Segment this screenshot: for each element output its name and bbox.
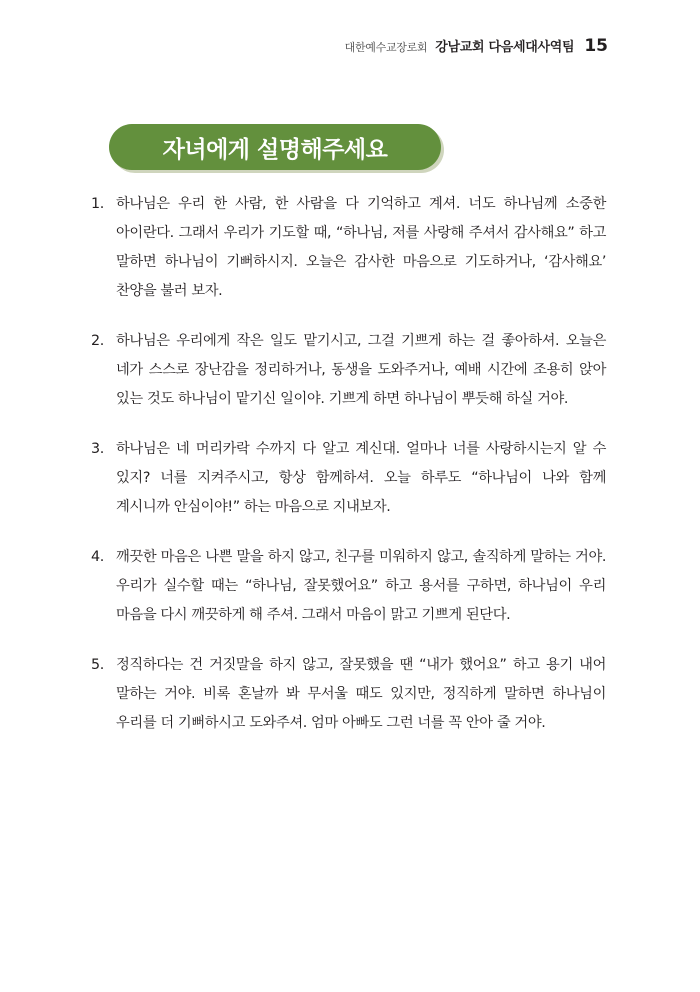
- list-item: [91, 543, 606, 630]
- title-banner: [109, 124, 441, 170]
- list-item: [91, 190, 606, 306]
- item-text: 하나님은 우리 한 사람, 한 사람을 다 기억하고 계셔. 너도 하나님께 소중한 아이란다. 그래서 우리가 기도할 때, “하나님, 저를 사랑해 주셔서 감사해요” 하고 말하면 하나님이 기뻐하시지. 오늘은 감사한 마음으로 기도하거나, ‘감사해요’ 찬양을 불러 보자.: [116, 196, 606, 299]
- page-header: [345, 36, 608, 56]
- item-text: 정직하다는 건 거짓말을 하지 않고, 잘못했을 땐 “내가 했어요” 하고 용기 내어 말하는 거야. 비록 혼날까 봐 무서울 때도 있지만, 정직하게 말하면 하나님이 우리를 더 기뻐하시고 도와주셔. 엄마 아빠도 그런 너를 꼭 안아 줄 거야.: [116, 657, 606, 731]
- item-text: 하나님은 우리에게 작은 일도 맡기시고, 그걸 기쁘게 하는 걸 좋아하셔. 오늘은 네가 스스로 장난감을 정리하거나, 동생을 도와주거나, 예배 시간에 조용히 앉아 있는 것도 하나님이 맡기신 일이야. 기쁘게 하면 하나님이 뿌듯해 하실 거야.: [116, 333, 606, 407]
- item-number: 1.: [91, 196, 104, 212]
- item-text: 하나님은 네 머리카락 수까지 다 알고 계신대. 얼마나 너를 사랑하시는지 알 수 있지? 너를 지켜주시고, 항상 함께하셔. 오늘 하루도 “하나님이 나와 함께 계시니까 안심이야!” 하는 마음으로 지내보자.: [116, 441, 606, 515]
- page-title: 자녀에게 설명해주세요: [162, 136, 388, 163]
- item-text: 깨끗한 마음은 나쁜 말을 하지 않고, 친구를 미워하지 않고, 솔직하게 말하는 거야. 우리가 실수할 때는 “하나님, 잘못했어요” 하고 용서를 구하면, 하나님이 우리 마음을 다시 깨끗하게 해 주셔. 그래서 마음이 맑고 기쁘게 된단다.: [116, 549, 606, 623]
- list-item: [91, 327, 606, 414]
- item-number: 5.: [91, 657, 104, 673]
- item-number: 3.: [91, 441, 104, 457]
- church-name: 대한예수교장로회: [344, 41, 428, 54]
- page-number: 15: [584, 36, 608, 56]
- item-number: 4.: [91, 549, 104, 565]
- list-item: [91, 435, 606, 522]
- list-item: [91, 651, 606, 738]
- explanation-list: [91, 190, 606, 759]
- item-number: 2.: [91, 333, 104, 349]
- series-name: 강남교회 다음세대사역팀: [435, 40, 575, 55]
